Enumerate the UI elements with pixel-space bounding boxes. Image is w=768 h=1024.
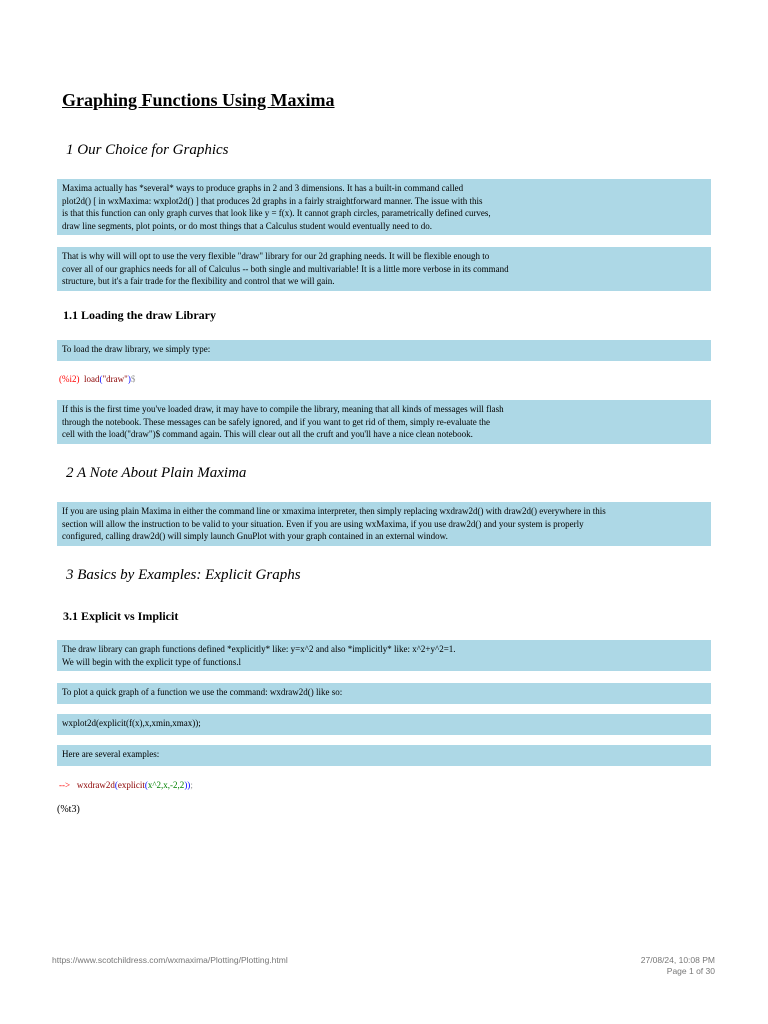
footer-page-number: Page 1 of 30	[666, 966, 715, 976]
text-line: wxplot2d(explicit(f(x),x,xmin,xmax));	[62, 718, 201, 728]
code-paren: (	[114, 780, 118, 790]
section-1-paragraph-1	[57, 179, 711, 235]
explicit-implicit-box	[57, 640, 711, 671]
quick-graph-box	[57, 683, 711, 704]
section-3-heading: 3 Basics by Examples: Explicit Graphs	[66, 567, 301, 583]
footer-url[interactable]: https://www.scotchildress.com/wxmaxima/Plotting/Plotting.html	[52, 955, 288, 965]
text-line: section will allow the instruction to be valid to your situation. Even if you are using wxMaxima, if you use draw2d() and your system is properly	[62, 518, 584, 529]
text-line: plot2d() [ in wxMaxima: wxplot2d() ] that produces 2d graphs in a fairly straightforward manner. The issue with this	[62, 195, 483, 206]
text-line: draw line segments, plot points, or do most things that a Calculus student would eventually need to do.	[62, 220, 432, 231]
text-line: configured, calling draw2d() will simply launch GnuPlot with your graph contained in an external window.	[62, 531, 448, 541]
text-line: To load the draw library, we simply type:	[62, 344, 211, 354]
examples-intro-box	[57, 745, 711, 766]
page-title: Graphing Functions Using Maxima	[62, 90, 335, 110]
text-line: We will begin with the explicit type of functions.l	[62, 656, 241, 667]
section-1-paragraph-2	[57, 247, 711, 291]
text-line: To plot a quick graph of a function we use the command: wxdraw2d() like so:	[62, 687, 343, 697]
code-function: wxdraw2d	[76, 780, 115, 790]
code-terminator: $	[130, 374, 136, 384]
text-line: structure, but it's a fair trade for the flexibility and control that we will gain.	[62, 276, 335, 286]
code-paren: (	[99, 374, 103, 384]
code-function: explicit	[117, 780, 145, 790]
code-paren: )	[127, 374, 131, 384]
text-line: is that this function can only graph curves that look like y = f(x). It cannot graph circles, parametrically defined curves,	[62, 208, 491, 218]
text-line: through the notebook. These messages can be safely ignored, and if you want to get rid of them, simply re-evaluate the	[62, 416, 490, 427]
load-draw-code[interactable]	[59, 374, 135, 384]
wxdraw2d-code[interactable]	[59, 780, 193, 790]
text-line: Maxima actually has *several* ways to produce graphs in 2 and 3 dimensions. It has a built-in command called	[62, 183, 464, 193]
section-1-1-heading: 1.1 Loading the draw Library	[63, 308, 217, 322]
load-intro-box	[57, 340, 711, 361]
code-paren: (	[144, 780, 148, 790]
code-paren: ))	[184, 780, 191, 790]
text-line: Here are several examples:	[62, 749, 160, 759]
syntax-box	[57, 714, 711, 735]
input-prompt-arrow: -->	[59, 780, 71, 790]
text-line: cell with the load("draw")$ command again. This will clear out all the cruft and you'll have a nice clean notebook.	[62, 429, 473, 439]
output-label: (%t3)	[57, 804, 80, 815]
footer-datetime: 27/08/24, 10:08 PM	[640, 955, 715, 965]
text-line: cover all of our graphics needs for all of Calculus -- both single and multivariable! It is a little more verbose in its command	[62, 263, 509, 274]
load-notes-box	[57, 400, 711, 444]
section-2-paragraph	[57, 502, 711, 546]
text-line: If you are using plain Maxima in either the command line or xmaxima interpreter, then simply replacing wxdraw2d() with draw2d() everywhere in this	[62, 506, 606, 516]
input-label: (%i2)	[59, 374, 80, 384]
section-3-1-heading: 3.1 Explicit vs Implicit	[63, 609, 179, 623]
section-2-heading: 2 A Note About Plain Maxima	[66, 465, 247, 481]
text-line: The draw library can graph functions defined *explicitly* like: y=x^2 and also *implicitly* like: x^2+y^2=1.	[62, 644, 456, 654]
text-line: That is why will will opt to use the very flexible "draw" library for our 2d graphing needs. It will be flexible enough to	[62, 251, 490, 261]
code-arguments: x^2,x,-2,2	[147, 780, 185, 790]
text-line: If this is the first time you've loaded draw, it may have to compile the library, meaning that all kinds of messages will flash	[62, 404, 504, 414]
section-1-heading: 1 Our Choice for Graphics	[66, 142, 229, 158]
code-string: "draw"	[102, 374, 128, 384]
code-function: load	[84, 374, 100, 384]
code-terminator: ;	[190, 780, 193, 790]
